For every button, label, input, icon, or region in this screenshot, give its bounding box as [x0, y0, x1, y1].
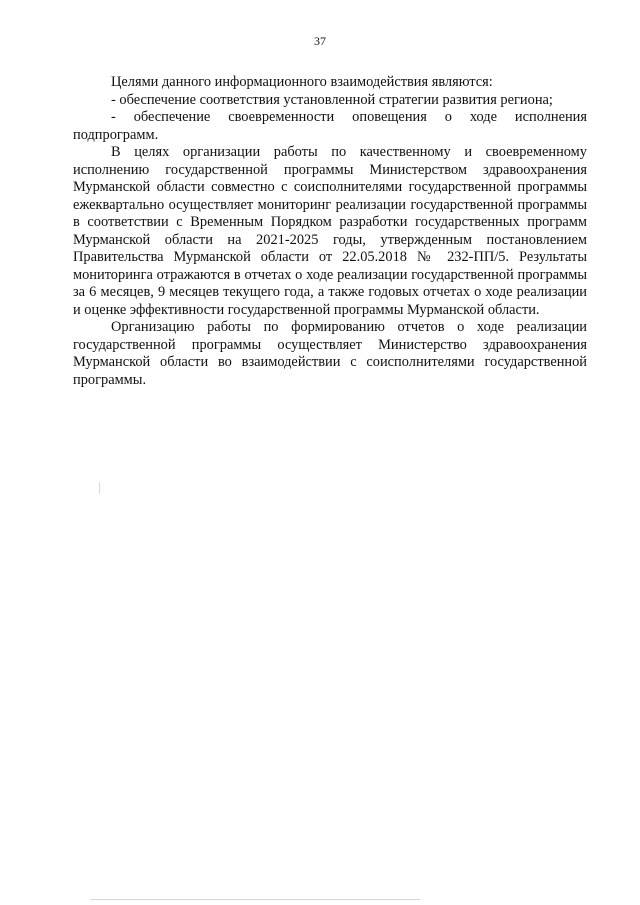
document-body [73, 74, 587, 389]
scan-artifact-left-mark [99, 482, 100, 494]
page-number: 37 [314, 34, 326, 48]
scan-artifact-bottom-edge [90, 899, 420, 900]
paragraph-monitoring: В целях организации работы по качественному и своевременному исполнению государственной программы Министерством здравоохранения Мурманской области совместно с соисполнителями государственной программы ежеквартально осуществляет мониторинг реализации государственной программы в соответствии с Временным Порядком разработки государственных программ Мурманской области на 2021-2025 годы, утвержденным постановлением Правительства Мурманской области от 22.05.2018 № 232-ПП/5. Результаты мониторинга отражаются в отчетах о ходе реализации государственной программы за 6 месяцев, 9 месяцев текущего года, а также годовых отчетах о ходе реализации и оценке эффективности государственной программы Мурманской области. [73, 144, 587, 318]
list-item-strategy: - обеспечение соответствия установленной стратегии развития региона; [111, 91, 553, 108]
list-item-notification: - обеспечение своевременности оповещения о ходе исполнения подпрограмм. [73, 109, 587, 143]
paragraph-reporting: Организацию работы по формированию отчетов о ходе реализации государственной программы осуществляет Министерство здравоохранения Мурманской области во взаимодействии с соисполнителями государственной программы. [73, 319, 587, 388]
paragraph-goals-intro: Целями данного информационного взаимодействия являются: [111, 74, 493, 90]
